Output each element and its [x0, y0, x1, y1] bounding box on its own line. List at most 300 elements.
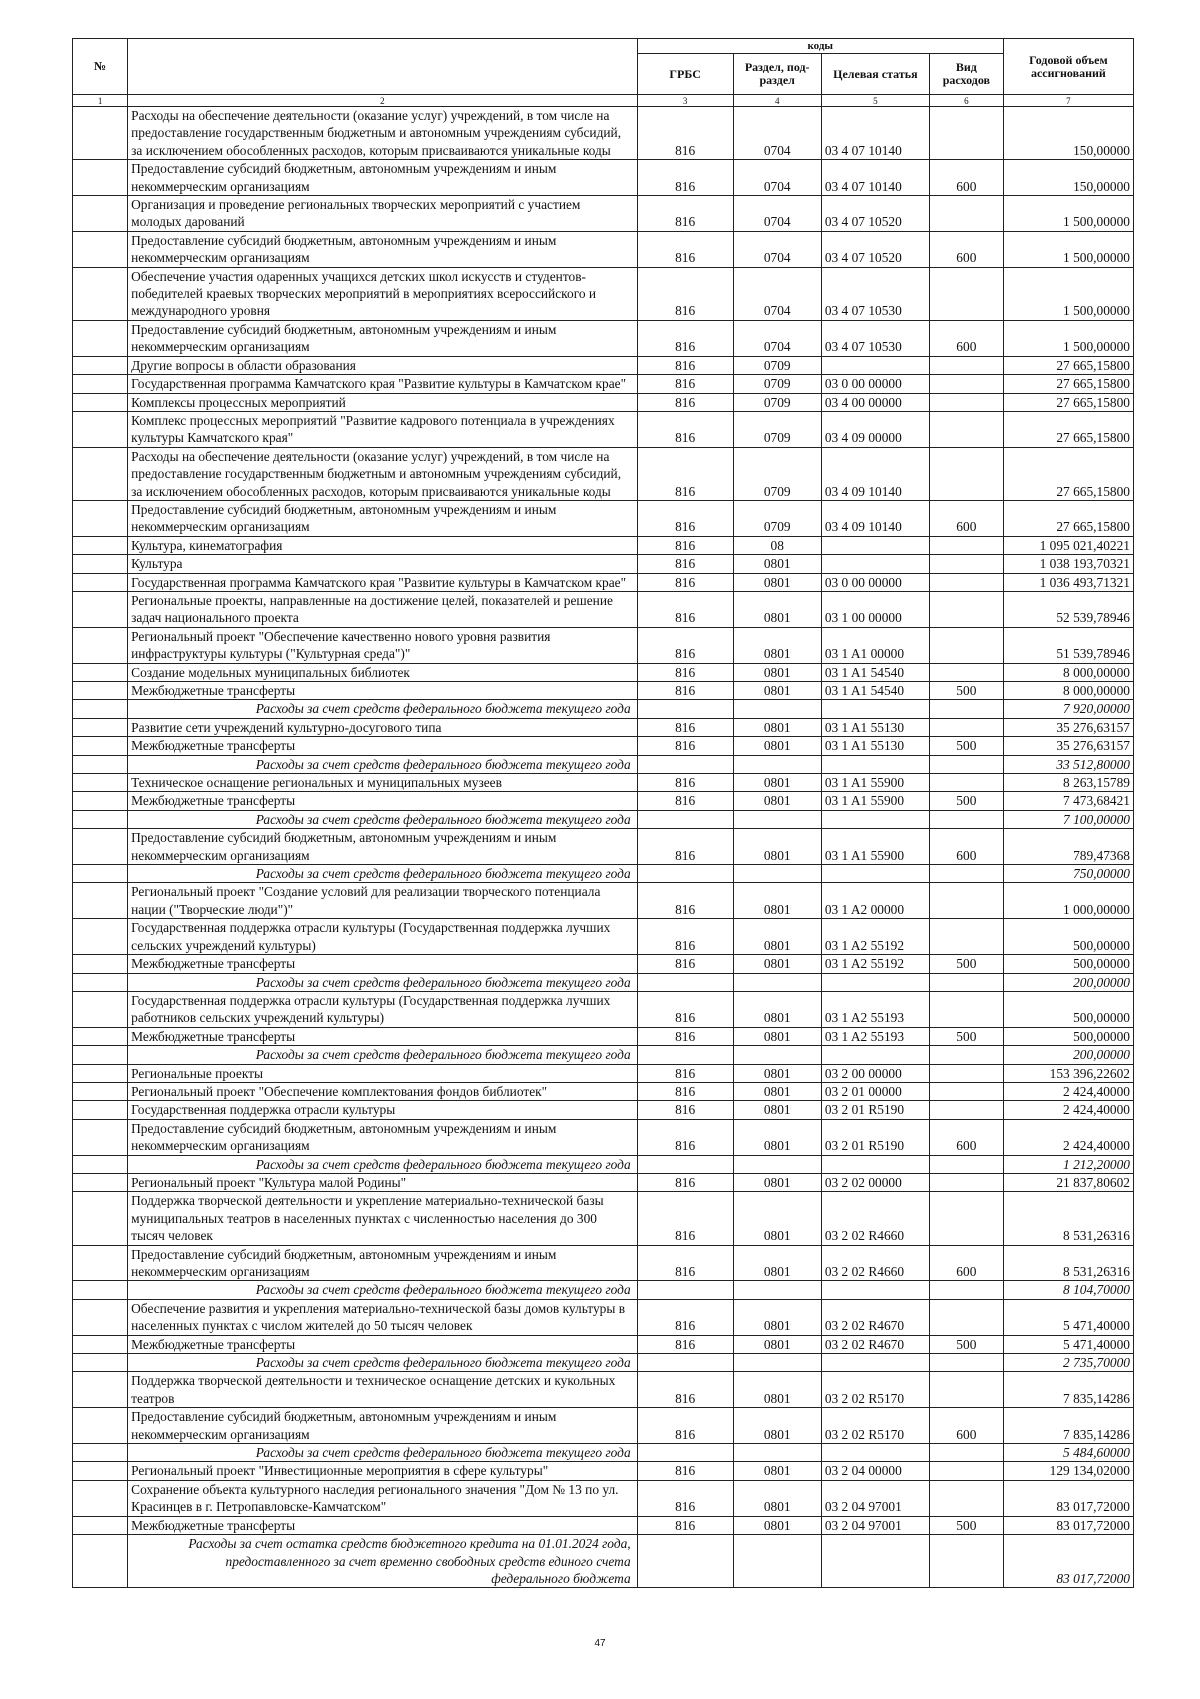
annual-amount: 8 531,26316	[1003, 1192, 1133, 1245]
annual-amount: 153 396,22602	[1003, 1064, 1133, 1082]
grbs-code: 816	[637, 411, 733, 447]
row-number	[73, 356, 128, 374]
expense-kind-code: 600	[929, 320, 1003, 356]
section-code: 0801	[733, 718, 821, 736]
row-number	[73, 865, 128, 883]
annual-amount: 8 531,26316	[1003, 1245, 1133, 1281]
grbs-code: 816	[637, 1245, 733, 1281]
table-row	[73, 107, 1134, 160]
expense-kind-code	[929, 411, 1003, 447]
row-number	[73, 1027, 128, 1045]
target-article-code: 03 4 07 10530	[821, 320, 929, 356]
target-article-code: 03 2 00 00000	[821, 1064, 929, 1082]
expense-kind-code	[929, 591, 1003, 627]
section-code: 0704	[733, 196, 821, 232]
expense-name: Региональный проект "Культура малой Родины"	[128, 1173, 638, 1191]
target-article-code	[821, 1155, 929, 1173]
table-row	[73, 919, 1134, 955]
target-article-code: 03 4 00 00000	[821, 393, 929, 411]
expense-name: Региональные проекты, направленные на достижение целей, показателей и решение задач национального проекта	[128, 591, 638, 627]
expense-kind-code	[929, 774, 1003, 792]
grbs-code: 816	[637, 320, 733, 356]
target-article-code: 03 2 02 00000	[821, 1173, 929, 1191]
expense-name: Государственная программа Камчатского края "Развитие культуры в Камчатском крае"	[128, 573, 638, 591]
expense-kind-code: 500	[929, 1516, 1003, 1534]
row-number	[73, 411, 128, 447]
table-body	[73, 107, 1134, 1588]
expense-kind-code	[929, 973, 1003, 991]
target-article-code: 03 2 04 97001	[821, 1516, 929, 1534]
annual-amount: 1 000,00000	[1003, 883, 1133, 919]
expense-kind-code	[929, 1372, 1003, 1408]
target-article-code: 03 1 A2 55193	[821, 1027, 929, 1045]
grbs-code: 816	[637, 737, 733, 755]
target-article-code: 03 0 00 00000	[821, 375, 929, 393]
target-article-code: 03 1 A2 55192	[821, 955, 929, 973]
note-row	[73, 1354, 1134, 1372]
section-code: 0801	[733, 1082, 821, 1100]
table-row	[73, 267, 1134, 320]
target-article-code: 03 1 00 00000	[821, 591, 929, 627]
expense-kind-code	[929, 1299, 1003, 1335]
table-row	[73, 1101, 1134, 1119]
row-number	[73, 1064, 128, 1082]
annual-amount: 83 017,72000	[1003, 1535, 1133, 1588]
grbs-code	[637, 973, 733, 991]
target-article-code: 03 1 A1 55900	[821, 792, 929, 810]
row-number	[73, 973, 128, 991]
table-row	[73, 536, 1134, 554]
annual-amount: 33 512,80000	[1003, 755, 1133, 773]
target-article-code	[821, 865, 929, 883]
target-article-code	[821, 555, 929, 573]
expense-name: Расходы за счет средств федерального бюджета текущего года	[128, 700, 638, 718]
expense-name: Расходы за счет средств федерального бюджета текущего года	[128, 1046, 638, 1064]
section-code: 0801	[733, 792, 821, 810]
row-number	[73, 1335, 128, 1353]
target-article-code	[821, 536, 929, 554]
target-article-code: 03 2 01 R5190	[821, 1119, 929, 1155]
target-article-code: 03 4 09 00000	[821, 411, 929, 447]
expense-kind-code	[929, 555, 1003, 573]
column-number: 5	[821, 95, 929, 107]
expense-kind-code	[929, 1192, 1003, 1245]
grbs-code: 816	[637, 627, 733, 663]
row-number	[73, 555, 128, 573]
section-code: 0801	[733, 919, 821, 955]
expense-kind-code	[929, 393, 1003, 411]
row-number	[73, 737, 128, 755]
section-code	[733, 1354, 821, 1372]
expense-name: Культура	[128, 555, 638, 573]
section-code	[733, 1155, 821, 1173]
section-code: 0709	[733, 500, 821, 536]
annual-amount: 1 500,00000	[1003, 320, 1133, 356]
row-number	[73, 393, 128, 411]
table-row	[73, 1192, 1134, 1245]
row-number	[73, 160, 128, 196]
table-row	[73, 196, 1134, 232]
grbs-code	[637, 1535, 733, 1588]
target-article-code: 03 1 A1 55130	[821, 718, 929, 736]
annual-amount: 1 036 493,71321	[1003, 573, 1133, 591]
grbs-code: 816	[637, 591, 733, 627]
row-number	[73, 1408, 128, 1444]
annual-amount: 35 276,63157	[1003, 718, 1133, 736]
annual-amount: 27 665,15800	[1003, 375, 1133, 393]
grbs-code: 816	[637, 1299, 733, 1335]
expense-name: Сохранение объекта культурного наследия регионального значения "Дом № 13 по ул. Красинцев в г. Петропавловске-Камчатском"	[128, 1480, 638, 1516]
expense-kind-code: 600	[929, 500, 1003, 536]
column-number: 1	[73, 95, 128, 107]
section-code	[733, 1281, 821, 1299]
grbs-code	[637, 1046, 733, 1064]
expense-kind-code: 500	[929, 1335, 1003, 1353]
row-number	[73, 231, 128, 267]
target-article-code: 03 2 02 R5170	[821, 1408, 929, 1444]
section-code: 0801	[733, 1335, 821, 1353]
target-article-code: 03 2 04 00000	[821, 1462, 929, 1480]
section-code: 0801	[733, 591, 821, 627]
expense-kind-code	[929, 1281, 1003, 1299]
target-article-code: 03 0 00 00000	[821, 573, 929, 591]
column-number: 7	[1003, 95, 1133, 107]
table-row	[73, 718, 1134, 736]
grbs-code: 816	[637, 792, 733, 810]
target-article-code	[821, 356, 929, 374]
page-number: 47	[594, 1638, 606, 1649]
table-row	[73, 955, 1134, 973]
section-code: 0801	[733, 682, 821, 700]
expense-kind-code	[929, 883, 1003, 919]
table-row	[73, 411, 1134, 447]
expense-name: Межбюджетные трансферты	[128, 682, 638, 700]
section-code: 0801	[733, 737, 821, 755]
annual-amount: 27 665,15800	[1003, 411, 1133, 447]
expense-name: Межбюджетные трансферты	[128, 1335, 638, 1353]
expense-kind-code: 600	[929, 1119, 1003, 1155]
expense-kind-code	[929, 1155, 1003, 1173]
table-row	[73, 774, 1134, 792]
section-code: 0801	[733, 1027, 821, 1045]
expense-kind-code: 500	[929, 955, 1003, 973]
grbs-code: 816	[637, 1101, 733, 1119]
section-code: 0709	[733, 356, 821, 374]
annual-amount: 1 212,20000	[1003, 1155, 1133, 1173]
row-number	[73, 700, 128, 718]
grbs-code: 816	[637, 1408, 733, 1444]
table-row	[73, 231, 1134, 267]
expense-kind-code	[929, 810, 1003, 828]
expense-name: Предоставление субсидий бюджетным, автономным учреждениям и иным некоммерческим организациям	[128, 231, 638, 267]
grbs-code: 816	[637, 682, 733, 700]
annual-amount: 52 539,78946	[1003, 591, 1133, 627]
expense-name: Предоставление субсидий бюджетным, автономным учреждениям и иным некоммерческим организациям	[128, 1245, 638, 1281]
grbs-code: 816	[637, 1082, 733, 1100]
section-code: 0801	[733, 1192, 821, 1245]
expense-name: Региональный проект "Создание условий для реализации творческого потенциала нации ("Творческие люди")"	[128, 883, 638, 919]
header-no: №	[73, 39, 128, 95]
expense-name: Создание модельных муниципальных библиотек	[128, 663, 638, 681]
annual-amount: 5 471,40000	[1003, 1299, 1133, 1335]
row-number	[73, 591, 128, 627]
row-number	[73, 320, 128, 356]
row-number	[73, 1480, 128, 1516]
expense-kind-code	[929, 267, 1003, 320]
expense-name: Культура, кинематография	[128, 536, 638, 554]
annual-amount: 83 017,72000	[1003, 1480, 1133, 1516]
section-code: 0704	[733, 107, 821, 160]
annual-amount: 8 104,70000	[1003, 1281, 1133, 1299]
expense-name: Поддержка творческой деятельности и техническое оснащение детских и кукольных театров	[128, 1372, 638, 1408]
section-code: 0801	[733, 1245, 821, 1281]
row-number	[73, 991, 128, 1027]
grbs-code: 816	[637, 1064, 733, 1082]
expense-name: Межбюджетные трансферты	[128, 737, 638, 755]
expense-kind-code: 500	[929, 682, 1003, 700]
expense-kind-code	[929, 196, 1003, 232]
annual-amount: 789,47368	[1003, 829, 1133, 865]
section-code: 0801	[733, 955, 821, 973]
row-number	[73, 1101, 128, 1119]
row-number	[73, 955, 128, 973]
section-code: 0709	[733, 447, 821, 500]
target-article-code: 03 2 02 R4660	[821, 1192, 929, 1245]
expense-kind-code	[929, 718, 1003, 736]
section-code: 0801	[733, 555, 821, 573]
target-article-code: 03 1 A1 55900	[821, 829, 929, 865]
expense-name: Расходы за счет остатка средств бюджетного кредита на 01.01.2024 года, предоставленного за счет временно свободных средств единого счета федерального бюджета	[128, 1535, 638, 1588]
table-row	[73, 393, 1134, 411]
table-row	[73, 1462, 1134, 1480]
table-row	[73, 829, 1134, 865]
section-code: 0704	[733, 320, 821, 356]
expense-name: Региональный проект "Обеспечение качественно нового уровня развития инфраструктуры культуры ("Культурная среда")"	[128, 627, 638, 663]
grbs-code: 816	[637, 1480, 733, 1516]
table-row	[73, 792, 1134, 810]
row-number	[73, 883, 128, 919]
grbs-code: 816	[637, 356, 733, 374]
expense-kind-code: 600	[929, 1245, 1003, 1281]
row-number	[73, 500, 128, 536]
annual-amount: 200,00000	[1003, 1046, 1133, 1064]
row-number	[73, 1462, 128, 1480]
annual-amount: 2 735,70000	[1003, 1354, 1133, 1372]
row-number	[73, 919, 128, 955]
section-code	[733, 755, 821, 773]
header-amount: Годовой объем ассигнований	[1003, 39, 1133, 95]
expense-name: Расходы за счет средств федерального бюджета текущего года	[128, 973, 638, 991]
grbs-code	[637, 755, 733, 773]
target-article-code: 03 2 02 R4660	[821, 1245, 929, 1281]
expense-name: Организация и проведение региональных творческих мероприятий с участием молодых дарований	[128, 196, 638, 232]
expense-name: Предоставление субсидий бюджетным, автономным учреждениям и иным некоммерческим организациям	[128, 500, 638, 536]
expense-name: Расходы за счет средств федерального бюджета текущего года	[128, 755, 638, 773]
target-article-code: 03 4 07 10140	[821, 160, 929, 196]
grbs-code	[637, 810, 733, 828]
section-code	[733, 810, 821, 828]
section-code: 0801	[733, 829, 821, 865]
table-row	[73, 1480, 1134, 1516]
grbs-code: 816	[637, 1173, 733, 1191]
column-number: 6	[929, 95, 1003, 107]
grbs-code	[637, 1281, 733, 1299]
grbs-code	[637, 1354, 733, 1372]
expense-kind-code	[929, 447, 1003, 500]
annual-amount: 35 276,63157	[1003, 737, 1133, 755]
note-row	[73, 700, 1134, 718]
expense-kind-code	[929, 356, 1003, 374]
section-code: 08	[733, 536, 821, 554]
annual-amount: 500,00000	[1003, 991, 1133, 1027]
annual-amount: 8 263,15789	[1003, 774, 1133, 792]
annual-amount: 150,00000	[1003, 160, 1133, 196]
row-number	[73, 1354, 128, 1372]
section-code: 0801	[733, 774, 821, 792]
expense-name: Другие вопросы в области образования	[128, 356, 638, 374]
row-number	[73, 718, 128, 736]
column-number: 2	[128, 95, 638, 107]
annual-amount: 7 920,00000	[1003, 700, 1133, 718]
target-article-code	[821, 1444, 929, 1462]
expense-name: Государственная поддержка отрасли культуры	[128, 1101, 638, 1119]
grbs-code: 816	[637, 447, 733, 500]
target-article-code	[821, 1535, 929, 1588]
row-number	[73, 1173, 128, 1191]
table-row	[73, 1082, 1134, 1100]
annual-amount: 500,00000	[1003, 955, 1133, 973]
table-row	[73, 375, 1134, 393]
annual-amount: 5 484,60000	[1003, 1444, 1133, 1462]
table-row	[73, 356, 1134, 374]
grbs-code: 816	[637, 555, 733, 573]
grbs-code: 816	[637, 718, 733, 736]
row-number	[73, 829, 128, 865]
section-code: 0704	[733, 267, 821, 320]
expense-name: Комплексы процессных мероприятий	[128, 393, 638, 411]
row-number	[73, 196, 128, 232]
expense-kind-code	[929, 755, 1003, 773]
annual-amount: 2 424,40000	[1003, 1082, 1133, 1100]
expense-kind-code	[929, 1354, 1003, 1372]
expense-name: Комплекс процессных мероприятий "Развитие кадрового потенциала в учреждениях культуры Камчатского края"	[128, 411, 638, 447]
section-code	[733, 865, 821, 883]
expense-name: Расходы за счет средств федерального бюджета текущего года	[128, 1354, 638, 1372]
row-number	[73, 447, 128, 500]
expense-name: Межбюджетные трансферты	[128, 1516, 638, 1534]
expense-name: Расходы за счет средств федерального бюджета текущего года	[128, 865, 638, 883]
row-number	[73, 375, 128, 393]
grbs-code: 816	[637, 1119, 733, 1155]
section-code: 0801	[733, 1299, 821, 1335]
budget-table	[72, 38, 1134, 1588]
expense-name: Предоставление субсидий бюджетным, автономным учреждениям и иным некоммерческим организациям	[128, 320, 638, 356]
annual-amount: 200,00000	[1003, 973, 1133, 991]
grbs-code	[637, 700, 733, 718]
row-number	[73, 1155, 128, 1173]
grbs-code: 816	[637, 1335, 733, 1353]
table-row	[73, 1064, 1134, 1082]
table-row	[73, 1372, 1134, 1408]
grbs-code: 816	[637, 500, 733, 536]
section-code	[733, 1535, 821, 1588]
expense-name: Государственная поддержка отрасли культуры (Государственная поддержка лучших работников сельских учреждений культуры)	[128, 991, 638, 1027]
row-number	[73, 755, 128, 773]
column-number: 4	[733, 95, 821, 107]
section-code: 0709	[733, 393, 821, 411]
column-number-row	[73, 95, 1134, 107]
row-number	[73, 663, 128, 681]
section-code: 0709	[733, 375, 821, 393]
annual-amount: 2 424,40000	[1003, 1101, 1133, 1119]
grbs-code: 816	[637, 107, 733, 160]
target-article-code: 03 2 01 00000	[821, 1082, 929, 1100]
header-target: Целевая статья	[821, 54, 929, 95]
table-row	[73, 500, 1134, 536]
section-code	[733, 1046, 821, 1064]
section-code	[733, 973, 821, 991]
grbs-code: 816	[637, 196, 733, 232]
grbs-code: 816	[637, 1027, 733, 1045]
note-row	[73, 973, 1134, 991]
annual-amount: 500,00000	[1003, 1027, 1133, 1045]
section-code	[733, 1444, 821, 1462]
expense-kind-code: 600	[929, 829, 1003, 865]
row-number	[73, 1299, 128, 1335]
grbs-code: 816	[637, 393, 733, 411]
target-article-code: 03 1 A1 55130	[821, 737, 929, 755]
grbs-code: 816	[637, 883, 733, 919]
annual-amount: 150,00000	[1003, 107, 1133, 160]
annual-amount: 27 665,15800	[1003, 356, 1133, 374]
expense-kind-code	[929, 700, 1003, 718]
table-row	[73, 447, 1134, 500]
table-row	[73, 160, 1134, 196]
section-code: 0801	[733, 883, 821, 919]
annual-amount: 27 665,15800	[1003, 447, 1133, 500]
expense-name: Расходы за счет средств федерального бюджета текущего года	[128, 1444, 638, 1462]
row-number	[73, 1516, 128, 1534]
expense-kind-code: 600	[929, 1408, 1003, 1444]
table-row	[73, 591, 1134, 627]
expense-name: Региональный проект "Инвестиционные мероприятия в сфере культуры"	[128, 1462, 638, 1480]
annual-amount: 27 665,15800	[1003, 393, 1133, 411]
grbs-code	[637, 1155, 733, 1173]
column-number: 3	[637, 95, 733, 107]
grbs-code: 816	[637, 160, 733, 196]
target-article-code	[821, 810, 929, 828]
table-row	[73, 1245, 1134, 1281]
target-article-code	[821, 1354, 929, 1372]
table-row	[73, 555, 1134, 573]
section-code: 0801	[733, 1372, 821, 1408]
table-row	[73, 1299, 1134, 1335]
annual-amount: 1 500,00000	[1003, 231, 1133, 267]
section-code: 0801	[733, 1480, 821, 1516]
section-code: 0801	[733, 1173, 821, 1191]
grbs-code: 816	[637, 267, 733, 320]
target-article-code	[821, 755, 929, 773]
target-article-code: 03 4 09 10140	[821, 447, 929, 500]
row-number	[73, 1245, 128, 1281]
expense-kind-code	[929, 663, 1003, 681]
table-row	[73, 1516, 1134, 1534]
grbs-code: 816	[637, 1462, 733, 1480]
annual-amount: 7 100,00000	[1003, 810, 1133, 828]
row-number	[73, 1082, 128, 1100]
target-article-code: 03 1 A2 00000	[821, 883, 929, 919]
section-code: 0801	[733, 1408, 821, 1444]
